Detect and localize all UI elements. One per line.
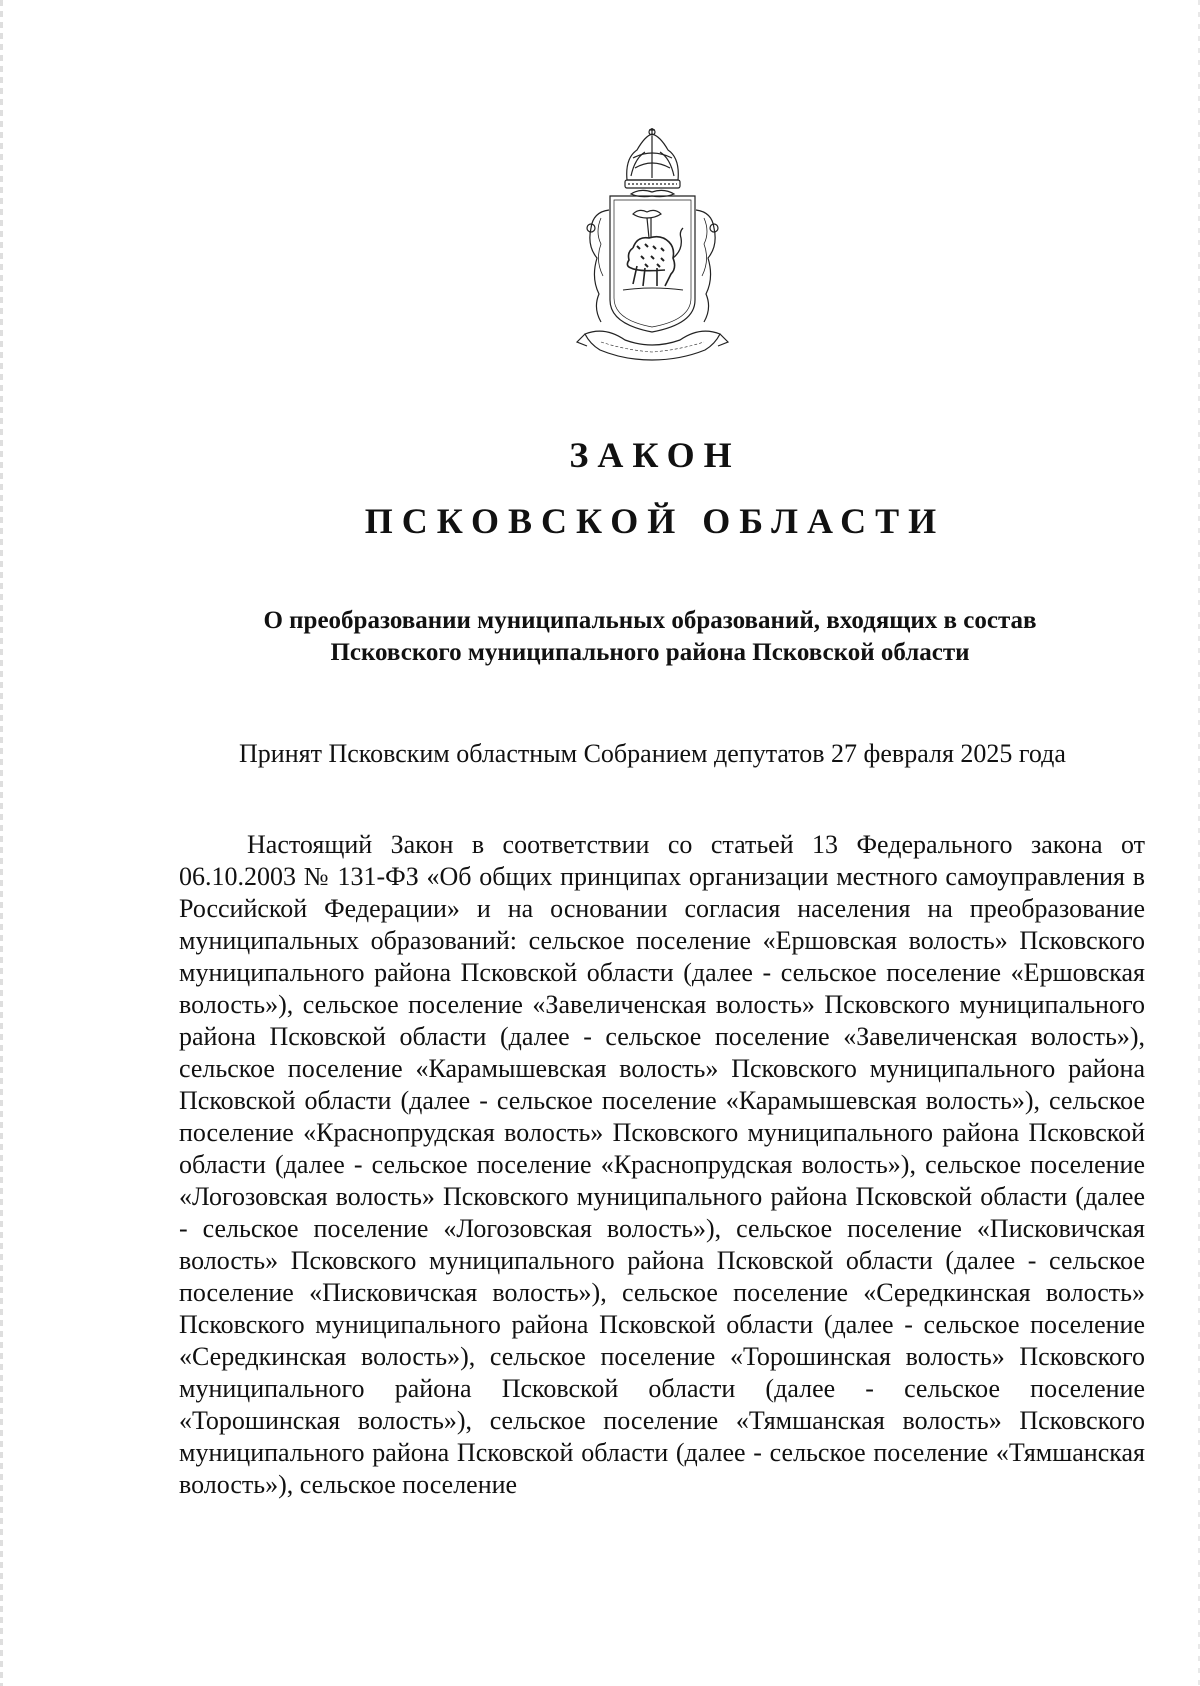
law-subject-line-2: Псковского муниципального района Псковской области (330, 639, 970, 666)
law-subject-line-1: О преобразовании муниципальных образований, входящих в состав (263, 607, 1037, 634)
law-title: ЗАКОН (569, 435, 741, 475)
region-title: ПСКОВСКОЙ ОБЛАСТИ (364, 501, 946, 541)
scan-edge-left (0, 0, 3, 1686)
body-paragraph: Настоящий Закон в соответствии со статьей 13 Федерального закона от 06.10.2003 № 131-ФЗ «Об общих принципах организации местного самоуправления в Российской Федерации» и на основании согласия населения на преобразование муниципальных образований: сельское поселение «Ершовская волость» Псковского муниципального района Псковской области (далее - сельское поселение «Ершовская волость»), сельское поселение «Завеличенская волость» Псковского муниципального района Псковской области (далее - сельское поселение «Завеличенская волость»), сельское поселение «Карамышевская волость» Псковского муниципального района Псковской области (далее - сельское поселение «Карамышевская волость»), сельское поселение «Краснопрудская волость» Псковского муниципального района Псковской области (далее - сельское поселение «Краснопрудская волость»), сельское поселение «Логозовская волость» Псковского муниципального района Псковской области (далее - сельское поселение «Логозовская волость»), сельское поселение «Писковичская волость» Псковского муниципального района Псковской области (далее - сельское поселение «Писковичская волость»), сельское поселение «Середкинская волость» Псковского муниципального района Псковской области (далее - сельское поселение «Середкинская волость»), сельское поселение «Торошинская волость» Псковского муниципального района Псковской области (далее - сельское поселение «Торошинская волость»), сельское поселение «Тямшанская волость» Псковского муниципального района Псковской области (далее - сельское поселение «Тямшанская волость»), сельское поселение (179, 830, 1145, 1499)
law-subject (180, 605, 1120, 669)
adoption-line: Принят Псковским областным Собранием депутатов 27 февраля 2025 года (239, 739, 1066, 768)
coat-of-arms-icon (565, 128, 740, 373)
